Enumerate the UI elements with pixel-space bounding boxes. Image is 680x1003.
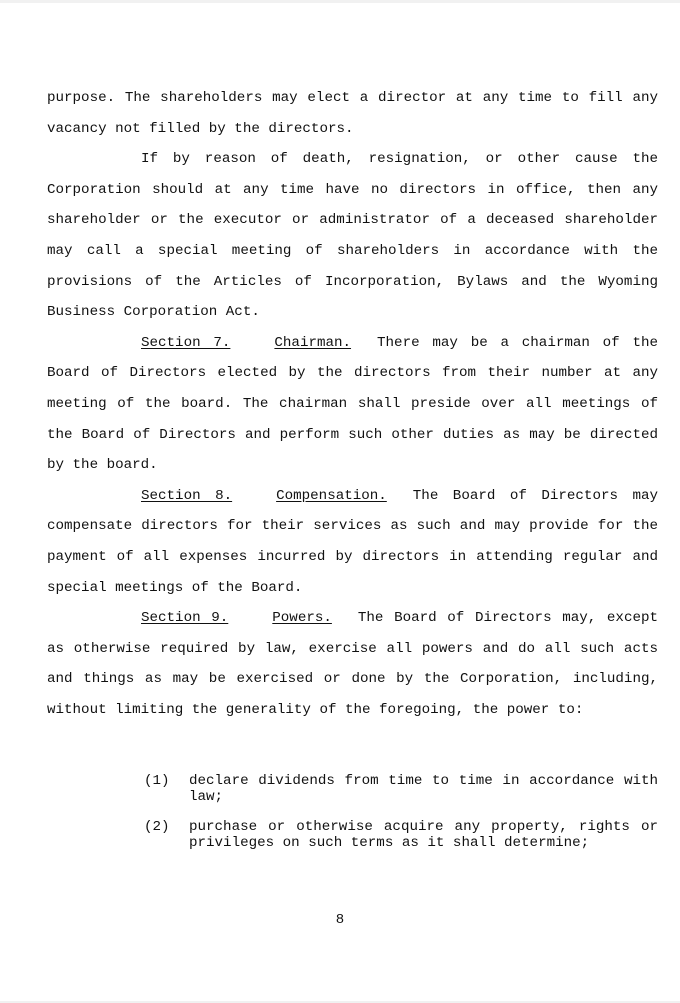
section-9-body: The Board of Directors may, except as otherwise required by law, exercise all powers and do all such acts and things as may be exercised or done by the Corporation, including, without limiting the generality of the foregoing, the power to: — [47, 610, 659, 718]
list-item — [144, 819, 658, 851]
paragraph-vacancy: If by reason of death, resignation, or other cause the Corporation should at any time have no directors in office, then any shareholder or the executor or administrator of a deceased shareholder may call a special meeting of shareholders in accordance with the provisions of the Articles of Incorporation, Bylaws and the Wyoming Business Corporation Act. — [47, 151, 658, 321]
list-item-text: purchase or otherwise acquire any property, rights or privileges on such terms as it shall determine; — [189, 819, 658, 851]
section-7-title: Chairman. — [274, 334, 352, 351]
scan-edge-top — [0, 0, 680, 3]
section-8-number: Section 8. — [141, 487, 233, 504]
list-item-text: declare dividends from time to time in accordance with law; — [189, 773, 658, 805]
section-7-paragraph — [47, 328, 658, 481]
paragraph-continuation: purpose. The shareholders may elect a director at any time to fill any vacancy not filled by the directors. — [47, 90, 658, 137]
section-8-title: Compensation. — [276, 487, 387, 504]
list-item-number: (2) — [144, 819, 170, 835]
body-text — [47, 83, 658, 725]
section-8-body: The Board of Directors may compensate directors for their services as such and may provide for the payment of all expenses incurred by directors in attending regular and special meetings of the Board. — [47, 487, 658, 596]
powers-list — [144, 773, 658, 865]
section-9-number: Section 9. — [141, 610, 229, 627]
list-item — [144, 773, 658, 805]
section-9-title: Powers. — [272, 610, 332, 627]
section-9-paragraph — [47, 603, 658, 725]
page-number: 8 — [335, 912, 345, 928]
section-7-number: Section 7. — [141, 334, 231, 351]
list-item-number: (1) — [144, 773, 170, 789]
section-7-body: There may be a chairman of the Board of Directors elected by the directors from their number at any meeting of the board. The chairman shall preside over all meetings of the Board of Directors and perform such other duties as may be directed by the board. — [47, 334, 659, 474]
section-8-paragraph — [47, 481, 658, 603]
